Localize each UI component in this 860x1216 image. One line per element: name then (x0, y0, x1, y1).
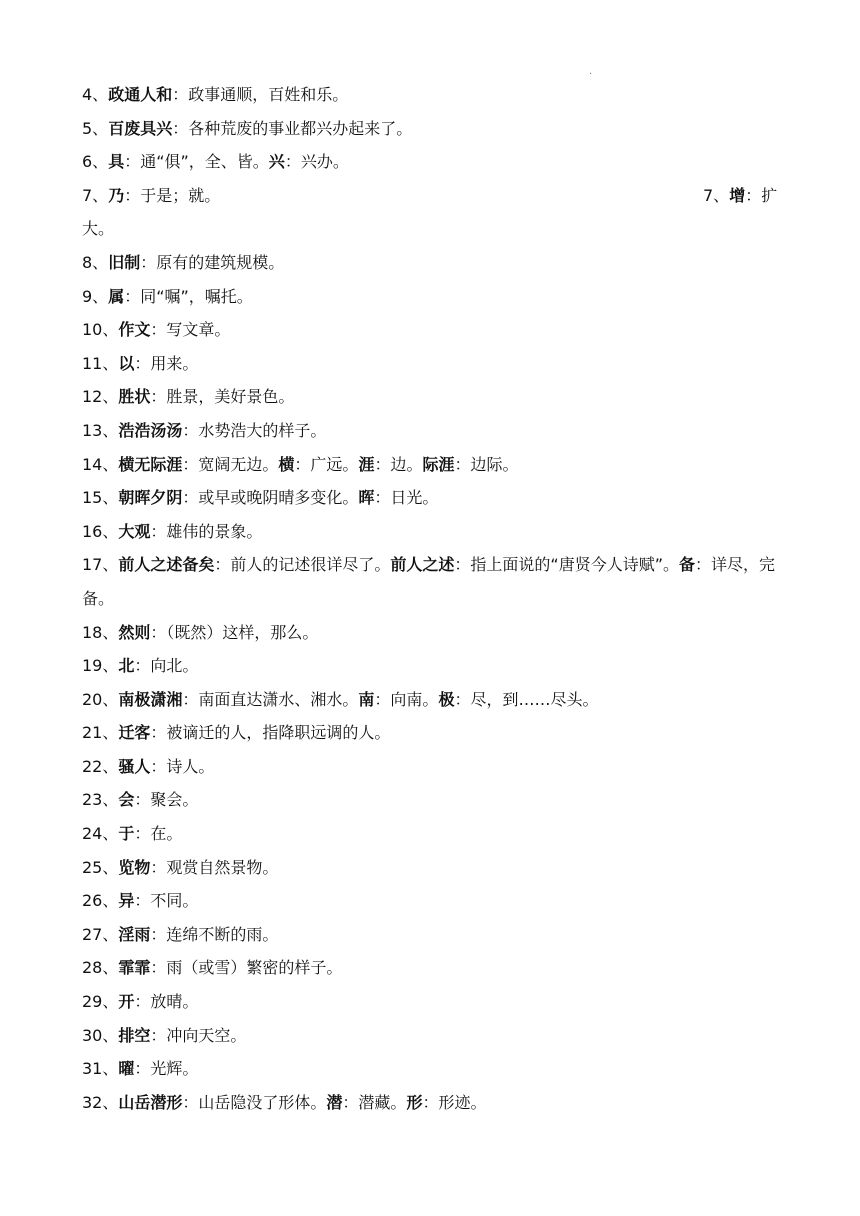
entry-left (82, 421, 326, 440)
entry-definition: ：通“俱”，全、皆。 (124, 152, 269, 172)
entry-left (82, 152, 349, 171)
annotation-entry (82, 783, 782, 817)
entry-definition: ：向南。 (374, 689, 439, 709)
entry-left (82, 824, 182, 843)
entry-term: 前人之述备矣 (118, 555, 215, 575)
entry-definition: ：政事通顺，百姓和乐。 (172, 85, 349, 104)
entry-term: 际涯 (422, 454, 455, 474)
entry-definition: ：扩 (745, 185, 778, 205)
entry-definition: ：山岳隐没了形体。 (182, 1092, 327, 1112)
entry-definition: 大。 (82, 219, 115, 239)
entry-left (82, 1026, 246, 1045)
entry-left (82, 992, 198, 1011)
entry-definition: ：形迹。 (422, 1092, 487, 1112)
entry-term: 然则 (118, 622, 151, 642)
entry-term: 作文 (118, 320, 151, 340)
annotation-entry (82, 683, 782, 717)
entry-definition: ：胜景，美好景色。 (150, 387, 295, 407)
entry-definition: ：诗人。 (150, 756, 215, 776)
entry-left (82, 958, 342, 977)
annotation-entry (82, 280, 782, 314)
entry-term: 横 (278, 454, 295, 474)
entry-left (82, 656, 198, 675)
annotation-entry (82, 380, 782, 414)
entry-definition: ：潜藏。 (342, 1092, 407, 1112)
entry-left (82, 623, 318, 642)
entry-term: 属 (108, 286, 125, 306)
entry-left (82, 287, 253, 306)
annotation-entry (82, 817, 782, 851)
entry-term: 霏霏 (118, 958, 151, 978)
entry-term: 增 (729, 185, 746, 205)
annotation-entry (82, 649, 782, 683)
entry-number: 12、 (82, 387, 119, 407)
entry-definition: ：观赏自然景物。 (150, 857, 279, 877)
entry-term: 政通人和 (108, 85, 173, 104)
entry-term: 北 (118, 656, 135, 676)
entry-term: 山岳潜形 (118, 1092, 183, 1112)
entry-term: 潜 (326, 1092, 343, 1112)
entry-term: 备 (679, 555, 696, 575)
entry-left (82, 858, 278, 877)
annotation-entry (82, 145, 782, 179)
entry-left (82, 790, 198, 809)
entry-number: 21、 (82, 723, 119, 743)
entry-number: 19、 (82, 656, 119, 676)
entry-definition: ：聚会。 (134, 790, 199, 810)
entry-left (82, 723, 390, 742)
annotation-list (82, 78, 782, 1119)
entry-left (82, 891, 198, 910)
entry-number: 16、 (82, 521, 119, 541)
entry-definition: ：原有的建筑规模。 (140, 252, 285, 272)
annotation-entry (82, 985, 782, 1019)
entry-left (82, 488, 438, 507)
entry-left (82, 1093, 486, 1112)
entry-left (82, 757, 214, 776)
annotation-entry (82, 414, 782, 448)
entry-definition: ：冲向天空。 (150, 1025, 247, 1045)
entry-definition: ：于是；就。 (124, 185, 221, 205)
entry-number: 30、 (82, 1025, 119, 1045)
annotation-entry (82, 750, 782, 784)
annotation-entry (82, 1086, 782, 1120)
entry-definition: ：写文章。 (150, 320, 231, 340)
annotation-entry (82, 515, 782, 549)
annotation-entry (82, 78, 782, 112)
entry-definition: ：或早或晚阴晴多变化。 (182, 488, 359, 508)
entry-number: 7、 (82, 185, 109, 205)
entry-definition: ：雨（或雪）繁密的样子。 (150, 958, 343, 978)
entry-term: 骚人 (118, 756, 151, 776)
annotation-entry (82, 616, 782, 650)
entry-number: 15、 (82, 488, 119, 508)
entry-term: 南极潇湘 (118, 689, 183, 709)
entry-definition: ：放晴。 (134, 992, 199, 1012)
entry-term: 前人之述 (390, 555, 455, 575)
entry-definition: ：广远。 (294, 454, 359, 474)
entry-definition: ：各种荒废的事业都兴办起来了。 (172, 118, 413, 138)
entry-definition: ：（既然）这样，那么。 (150, 622, 319, 642)
entry-term: 迁客 (118, 723, 151, 743)
entry-term: 形 (406, 1092, 423, 1112)
entry-left (82, 387, 294, 406)
annotation-entry (82, 481, 782, 515)
entry-left (82, 522, 262, 541)
entry-term: 极 (438, 689, 455, 709)
entry-definition: ：水势浩大的样子。 (182, 420, 327, 440)
entry-number: 26、 (82, 891, 119, 911)
entry-number: 23、 (82, 790, 119, 810)
entry-left (82, 253, 284, 272)
entry-number: 32、 (82, 1092, 119, 1112)
entry-left (82, 119, 412, 138)
annotation-entry (82, 448, 782, 482)
entry-definition: ：雄伟的景象。 (150, 521, 263, 541)
entry-number: 25、 (82, 857, 119, 877)
entry-left (82, 320, 230, 339)
entry-number: 13、 (82, 420, 119, 440)
entry-definition: ：前人的记述很详尽了。 (214, 555, 391, 575)
entry-term: 曜 (118, 1059, 135, 1079)
annotation-entry (82, 347, 782, 381)
entry-left (82, 85, 348, 104)
entry-definition: ：详尽，完备。 (82, 555, 776, 608)
entry-number: 10、 (82, 320, 119, 340)
entry-term: 具 (108, 152, 125, 172)
entry-term: 览物 (118, 857, 151, 877)
entry-term: 于 (118, 824, 135, 844)
entry-definition: ：同“嘱”，嘱托。 (124, 286, 253, 306)
entry-definition: ：在。 (134, 824, 183, 844)
entry-right (703, 179, 777, 213)
entry-number: 22、 (82, 756, 119, 776)
entry-definition: ：宽阔无边。 (182, 454, 279, 474)
entry-term: 旧制 (108, 252, 141, 272)
entry-definition: ：向北。 (134, 656, 199, 676)
entry-term: 以 (118, 353, 135, 373)
entry-definition: ：被谪迁的人，指降职远调的人。 (150, 723, 391, 743)
annotation-entry (82, 179, 782, 213)
entry-number: 28、 (82, 958, 119, 978)
entry-number: 17、 (82, 555, 119, 575)
entry-left (82, 354, 198, 373)
annotation-entry (82, 112, 782, 146)
entry-term: 浩浩汤汤 (118, 420, 183, 440)
entry-number: 4、 (82, 85, 109, 104)
entry-term: 晖 (358, 488, 375, 508)
entry-term: 异 (118, 891, 135, 911)
entry-left (82, 555, 775, 608)
entry-number: 9、 (82, 286, 109, 306)
entry-number: 20、 (82, 689, 119, 709)
annotation-entry (82, 1019, 782, 1053)
entry-definition: ：边。 (374, 454, 423, 474)
entry-number: 14、 (82, 454, 119, 474)
entry-number: 31、 (82, 1059, 119, 1079)
entry-term: 胜状 (118, 387, 151, 407)
entry-definition: ：用来。 (134, 353, 199, 373)
entry-term: 朝晖夕阴 (118, 488, 183, 508)
entry-definition: ：日光。 (374, 488, 439, 508)
entry-number: 6、 (82, 152, 109, 172)
annotation-entry (82, 548, 782, 615)
entry-number: 27、 (82, 924, 119, 944)
entry-definition: ：光辉。 (134, 1059, 199, 1079)
annotation-entry (82, 918, 782, 952)
entry-number: 29、 (82, 992, 119, 1012)
entry-definition: ：尽，到……尽头。 (454, 689, 599, 709)
annotation-entry (82, 313, 782, 347)
annotation-entry (82, 1052, 782, 1086)
entry-number: 8、 (82, 252, 109, 272)
entry-number: 24、 (82, 824, 119, 844)
annotation-entry (82, 716, 782, 750)
annotation-entry (82, 884, 782, 918)
entry-term: 大观 (118, 521, 151, 541)
entry-definition: ：边际。 (454, 454, 519, 474)
entry-left (82, 1059, 198, 1078)
entry-term: 乃 (108, 185, 125, 205)
entry-definition: ：连绵不断的雨。 (150, 924, 279, 944)
annotation-entry (82, 246, 782, 280)
entry-left (82, 186, 220, 205)
entry-definition: ：不同。 (134, 891, 199, 911)
entry-definition: ：指上面说的“唐贤今人诗赋”。 (454, 555, 680, 575)
entry-term: 兴 (268, 152, 285, 172)
entry-term: 涯 (358, 454, 375, 474)
top-mark: · (589, 69, 593, 80)
entry-term: 百废具兴 (108, 118, 173, 138)
entry-term: 排空 (118, 1025, 151, 1045)
entry-term: 淫雨 (118, 924, 151, 944)
entry-left (82, 455, 519, 474)
entry-term: 会 (118, 790, 135, 810)
entry-left (82, 925, 278, 944)
entry-number: 5、 (82, 118, 109, 138)
entry-continuation (82, 212, 782, 246)
entry-term: 南 (358, 689, 375, 709)
entry-left (82, 690, 598, 709)
entry-number: 18、 (82, 622, 119, 642)
entry-number: 11、 (82, 353, 119, 373)
annotation-entry (82, 951, 782, 985)
entry-definition: ：兴办。 (284, 152, 349, 172)
entry-term: 横无际涯 (118, 454, 183, 474)
annotation-entry (82, 851, 782, 885)
entry-term: 开 (118, 992, 135, 1012)
entry-number: 7、 (703, 185, 730, 205)
entry-definition: ：南面直达潇水、湘水。 (182, 689, 359, 709)
